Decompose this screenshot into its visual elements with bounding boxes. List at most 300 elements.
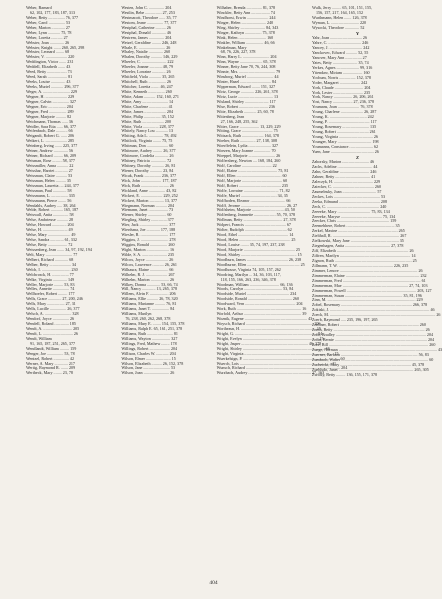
- index-entry: Young, K. .................................... 242: [311, 114, 374, 120]
- index-entry: Wells, Lucille ................ 26, 377: [26, 306, 80, 312]
- index-entry: Weddington, Victor ....... 231: [26, 59, 74, 65]
- index-entry: Wickert, Marion .............. 13, 377: [121, 197, 178, 203]
- index-entry: Work, Ruth ............................................................... 16: [216, 306, 307, 312]
- index-entry: Youmans, Joan ..................... 76, 378: [311, 104, 373, 110]
- index-entry: Wier, Jack ............................ 377: [121, 222, 176, 228]
- index-entry: Woodhouse, Virginia 74, 105, 157, 262: [216, 266, 281, 272]
- index-entry: Wentzel, Robert ............... 42: [26, 355, 74, 361]
- index-entry: Weissman, Paul ............. 58: [26, 187, 72, 193]
- index-entry: Whitcher, Loretta ........ 46, 247: [121, 84, 173, 89]
- index-entry: Welbert, Richard ............. 68: [26, 256, 74, 262]
- index-entry: Zoeth, Betty ......................................................................................... 26: [311, 327, 430, 333]
- index-entry: Wegner, Fred ................. 289: [26, 108, 74, 114]
- index-entry: White, Charlene .................. 41: [121, 103, 173, 109]
- index-entry: Woodward, Vern ................................................. 204: [216, 301, 303, 307]
- index-entry: Wiggins, Ronald ................. 260: [121, 242, 175, 247]
- index-entry: Wiegmann, Norman ........... 204: [121, 202, 175, 208]
- index-entry: Welles, Annette ................ 74: [26, 286, 75, 292]
- index-entry: Wurthmann, Helen ....... 126, 378: [311, 14, 367, 20]
- index-entry: Zerkel, Maxine .......................................................... 265: [311, 228, 405, 234]
- index-entry: Wickland, Anne ................ 43, 82: [121, 187, 177, 193]
- index-entry: Wenger, Joe ................ 53, 78: [26, 350, 75, 356]
- index-entry: York, Nancy .................. 26, 206, 261: [311, 94, 374, 100]
- index-entry: Weber, Carol ................ 53: [26, 19, 71, 25]
- index-entry: Weidler, Sara Etta ...... 66, 377: [26, 123, 77, 129]
- index-entry: Williams, Marianne .......... 76, 81: [121, 301, 177, 307]
- index-entry: Wolf, Ellen ............................................ 60: [216, 172, 287, 178]
- index-entry: Whaley, Natalie .............. 260: [121, 49, 171, 55]
- index-entry: Zeeeeke, Maryse ........................................ 75, 134: [311, 213, 396, 219]
- index-entry: Wilcox, Joyce ...................... 26: [121, 256, 174, 262]
- index-entry: Zuege, Norman ................................................................................................ 43: [311, 346, 442, 352]
- index-entry: Zillmann, T. W. ..................................................... 226, 235: [311, 262, 409, 268]
- index-entry: Zohr, Bradley ........................................................................................ 204: [311, 332, 434, 337]
- index-entry: Weber, Loretta ........... 27: [26, 34, 68, 40]
- index-entry: Westlin, Bebe ................ 27, 253: [121, 9, 175, 15]
- index-entry: Wight, Marion ...................... 16: [121, 246, 175, 252]
- index-entry: Wierdsma, Joe ............. 177, 188: [121, 227, 176, 233]
- index-entry: Wolfsheim, Marjorie ............................... 43, 50: [216, 207, 295, 213]
- index-entry: Winsborg, Muriel .......................... 44: [216, 74, 279, 80]
- index-entry: Woodburn, James ........................................ 26, 238: [216, 256, 302, 262]
- index-entry: Wells, Grace ............. 27, 200, 246: [26, 296, 83, 302]
- index-entry: Wurzbach, Audrey ............................................................. 27, 163: [216, 370, 325, 376]
- index-entry: Zeecker, Chris ................................................... 159: [311, 218, 397, 224]
- index-entry: Weikert, L. ..................... 285: [26, 138, 75, 144]
- index-entry: Yerkes, Agnes ...................... 99, 316: [311, 64, 373, 70]
- index-entry: Zobel, Rosemary ..................................................................... 266, 378: [311, 302, 428, 308]
- index-entry: Zuerner, Barbara ........................................................................... 56, 83: [311, 351, 429, 357]
- index-entry: Williams, Marilyn: [121, 311, 152, 317]
- index-entry: Whiting, Ada L. .............. 78, 492: [121, 133, 177, 139]
- index-entry: Wood, Shirley ...................................................... 15: [216, 251, 302, 257]
- index-entry: Wood, Helen .................................................. 25: [216, 237, 296, 243]
- index-entry: Winger, Helen ........................ 240: [216, 19, 274, 25]
- index-entry: Wing, Shirley ........................ 84, 343: [216, 24, 279, 30]
- index-entry: Weichmann, Thomas ...... 36: [26, 118, 73, 124]
- index-entry: Wolfenberg, Jeannette ..................... 55, 70, 378: [216, 212, 296, 218]
- index-entry: Westom, Jeane ................ 77, 377: [121, 19, 177, 25]
- index-entry: Weeks, Muriel ............ 296, 377: [26, 84, 79, 89]
- index-entry: White, Adam ........... 152, 160, 271: [121, 93, 179, 99]
- index-entry: White, Kenneth ................ 260: [121, 88, 172, 94]
- index-entry: Weed, Sarah ................... 81: [26, 74, 73, 80]
- index-entry: Wick, John .................... 177, 187: [121, 177, 177, 183]
- index-entry: Weber, Lynn ............ 75, 78: [26, 29, 72, 35]
- index-entry: Wright, Virginia ....................................................................................... 15: [216, 350, 339, 356]
- index-entry-continuation: 156, 157, 217, 164, 165, 152: [315, 9, 364, 15]
- index-entry: Zeeka, Edmund ........................................ 208: [311, 198, 388, 204]
- index-entry: Weber, Betty ................ 76, 377: [26, 14, 79, 20]
- index-entry: Wright, Jasper ................................................................. 46, 378: [216, 340, 322, 346]
- index-entry: Weifenbach, Dale ........... 66: [26, 128, 73, 134]
- index-entry: Yost, Nancy ................... 27, 236, 378: [311, 99, 374, 105]
- index-entry: White, James ..................... 204: [121, 108, 174, 114]
- index-entry: Wheeler, C. ........................ 222: [121, 59, 174, 65]
- index-entry: Young, Robert ............................... 261: [311, 129, 376, 134]
- index-entry: Zolin, Bernie .......................................................................................... 204: [311, 336, 435, 342]
- index-entry: Wellhoefer, Robert ......... 177: [26, 291, 75, 297]
- index-entry: Ziegenhagen, Anita ............................................ 27, 378: [311, 243, 404, 249]
- index-entry: Wisland, Shirley ....................... 117: [216, 98, 276, 104]
- index-entry: Zwicky, Betty ......... 136, 155, 171, 378: [311, 371, 378, 377]
- index-entry: Wolf, Marjorie ....................................... 60: [216, 177, 288, 183]
- index-entry: Wertheck, Mary ........ 23, 78: [26, 370, 73, 376]
- index-entry: White, Viola ............... 228, 377: [121, 123, 174, 129]
- index-entry: Will, Nancy ............. 13, 265, 378: [121, 286, 177, 292]
- index-entry: Wendell, Roland .............. 185: [26, 321, 76, 326]
- index-entry: Wollman, Betty ...................................... 27, 378: [216, 217, 296, 223]
- index-entry: Wright, Evelyn .......................................................................... 15: [216, 335, 324, 341]
- index-entry: Zaleczyk, H. ...................................... 229: [311, 178, 381, 184]
- index-entry: Welse, Ambrieuse ........... 28: [26, 217, 74, 223]
- index-entry: Wood, Marjorie .................................................. 25: [216, 246, 301, 252]
- index-entry: Wilson, Elizabeth .......... 26, 152, 378: [121, 360, 184, 366]
- index-entry: Wiegling, Shirley ............... 377: [121, 217, 174, 223]
- index-entry: Young, Rosemary .......................... 135: [311, 124, 377, 130]
- index-entry: Wiesler, R. ........................... 177: [121, 232, 176, 238]
- index-entry: Weinberg, Irving ....... 225, 377: [26, 143, 78, 149]
- index-entry: Wegner, Eric ................. 204: [26, 103, 73, 109]
- index-entry: Weeks, Louise .............. 43: [26, 79, 71, 85]
- index-entry: Wilcox, Lawrence ........... 26, 261: [121, 261, 177, 267]
- index-entry: Wink, Helen ........................... 160: [216, 34, 274, 40]
- index-entry: Westphal, Donald .............. 46: [121, 29, 172, 35]
- index-entry: Wright, Shirley ................................................................................ 66: [216, 345, 330, 351]
- index-entry: Weissman, Helen .......... 35: [26, 177, 71, 183]
- index-entry: Wulk, Jerry ......... 65, 101, 151, 155,: [311, 5, 373, 10]
- index-entry: Zaborsky, Marion .......................... 46: [311, 159, 375, 165]
- section-letter: Z: [355, 154, 360, 160]
- index-column-4: [311, 5, 442, 377]
- index-entry: Wilhaura, Elaine .................. 66: [121, 266, 174, 272]
- index-entry: Wick, Ruth ........................... 26: [121, 182, 174, 188]
- index-entry: Woodside, Ronald ........................................... 260: [216, 296, 299, 302]
- index-entry: Zoerb, Raymond ..... 235, 196, 197, 265: [311, 317, 378, 323]
- index-entry: Webster, Knight ....... 260, 265, 298: [26, 44, 85, 50]
- index-entry: Whitmore, Cordelia ............. 26: [121, 153, 174, 159]
- index-entry: Weissmiller, Anna ........... 22: [26, 163, 74, 168]
- index-entry: Yanckovec, Edward ........... 52, 55: [311, 50, 369, 55]
- index-entry: Ziffren, Marilyn ..................................................................... 14: [311, 253, 416, 258]
- index-entry: Wittenberg, Jean: [216, 113, 245, 119]
- index-entry: Wendahls, Audrey ..... 38, 264: [26, 202, 76, 208]
- index-entry: Wheeler, Joanne ............ 48, 79: [121, 64, 174, 70]
- index-entry: Whitmore, Audrey ......... 26, 377: [121, 148, 176, 154]
- index-entry: Young, Virginia ................................. 26: [311, 133, 378, 139]
- index-entry: Wipperman, Edward ........ 151, 327: [216, 84, 276, 89]
- index-entry: Williams, Janet T. ................. 84: [121, 306, 175, 312]
- index-entry: Younger, Mary ................................. 198: [311, 138, 379, 144]
- index-entry: Wuerch, Lois ......................................................................................... 41: [216, 360, 336, 366]
- index-entry: Wiemann, Janet ................... 73: [121, 207, 174, 213]
- index-entry: Webster, Joan .............. 26: [26, 39, 70, 45]
- index-entry: Westphal, Catherine .......... 26: [121, 24, 171, 30]
- index-entry: Zimmerman, Fred ............................................................................ 61: [311, 277, 426, 283]
- index-entry: Zumbach, Walter ..................................................................................... 60: [311, 356, 434, 362]
- index-entry: White, Ruth ..................... 200: [121, 118, 172, 124]
- index-entry: Wheeler, Lorraine ............. 26: [121, 69, 171, 75]
- index-entry: Weiner, Richard ......... 66, 209: [26, 153, 77, 159]
- index-entry: Weigandt, Robert G. ...... 206: [26, 133, 75, 139]
- index-entry: Whitman, Don ..................... 60: [121, 143, 174, 149]
- index-entry: Wood, Louise ........ 35, 74, 197, 237, 238: [216, 242, 285, 247]
- index-entry: Winnie, Mrs. ................................... 79: [216, 69, 281, 75]
- index-entry: Wolfhoden, Eleanor .................................. 66: [216, 197, 291, 203]
- index-entry: Williams, Wayton .................. 327: [121, 335, 178, 341]
- index-entry: Westen, John C. ............... 204: [121, 5, 172, 10]
- index-entry: Webster, V. ..................... 220: [26, 54, 75, 60]
- index-entry: Wilson, Elmer ........................ 15: [121, 355, 176, 361]
- index-entry-continuation: 68, 76, 226, 227, 378: [220, 49, 256, 55]
- index-entry: Wegner, H. ..................... 229: [26, 93, 75, 99]
- index-entry: Zaumelnsky, Joan ................................. 57: [311, 188, 382, 194]
- index-entry: Woodside, Muriel ......................................... 234: [216, 291, 297, 297]
- index-entry: Winkelman, Mary: [216, 44, 247, 50]
- index-entry-continuation: 76, 238, 260, 262, 268, 378: [125, 316, 171, 322]
- index-entry: Zokiski, J. ................................................................................................. 46: [311, 307, 435, 313]
- index-entry: Wolpert, Francis ........................................ 67: [216, 222, 291, 228]
- index-entry: Winter, Hazel .............................. 84: [216, 79, 277, 85]
- index-entry: Woodring, Marilyn ... 34, 36, 103, 117,: [216, 271, 281, 277]
- index-entry: Witte, Elizabeth ............ 25, 60, 78: [216, 108, 274, 114]
- index-entry: Woznik, Eugene ............................................................. 43: [216, 316, 313, 322]
- index-entry: Woerffelein, Lydia ...................... 327: [216, 143, 279, 149]
- index-entry: Wyman, L. ........................... 220: [311, 19, 367, 25]
- index-entry: Wilson, Jane .......................... 53: [121, 365, 176, 371]
- index-entry: Zielthall, R. ................................................................. 267: [311, 233, 407, 239]
- index-entry: Whitely, Nancy Lou ............ 13: [121, 128, 174, 134]
- index-entry: Whitchell, Ruth ................. 26: [121, 79, 172, 85]
- index-entry: Wittsack, Ruth ..................... 164, 378: [216, 133, 279, 139]
- index-entry: Zimmerman, Elaine ........................................................................ 232: [311, 272, 427, 278]
- index-entry: Welch, I. ............................ 230: [26, 266, 78, 272]
- index-entry: Zimmer, Lenore ............................................................................ 26: [311, 267, 423, 273]
- index-entry: Yahre, C. ................................ 246: [311, 40, 369, 46]
- index-entry: Winckler, Betty Ann .................. 74: [216, 9, 275, 15]
- index-entry: Westmacott, Theodore ...... 35, 77: [121, 14, 177, 20]
- index-entry: Witter, Grace ................... 13, 229, 229: [216, 123, 281, 129]
- index-entry: White, Philip ................ 35, 152: [121, 113, 174, 119]
- index-entry: Winkler, William ................. 46, 66: [216, 39, 275, 45]
- index-entry: Wolfersberg, Newton .... 168, 184, 260: [216, 158, 281, 164]
- index-entry: Wise, Robert ............................ 236: [216, 103, 275, 109]
- index-entry: Wilhaber, Brenda ............... 81, 378: [216, 5, 276, 10]
- index-entry: Wortheasn, H. ......................................................................... 15: [216, 325, 321, 331]
- index-entry: Weissman, Claire ........... 53: [26, 172, 73, 178]
- index-entry: Welse, Sandra ............. 61, 332: [26, 237, 77, 243]
- index-entry: Welse, Betty ................... 72: [26, 242, 73, 247]
- index-entry: Wilson, Joan ......................... 26: [121, 370, 175, 376]
- index-entry: Willison, Charles W. ............ 204: [121, 350, 176, 356]
- index-entry: Wegner, Calvin ................ 327: [26, 98, 76, 104]
- index-entry: Wolf, Elaine ...................................... 75, 81: [216, 167, 289, 173]
- index-entry: Weiswall, Anita ............... 58: [26, 212, 74, 218]
- index-entry: Wysocki, Theodore .............. 52: [311, 24, 365, 30]
- index-entry: Weissenberg, Jean ....... 34, 97, 192, 194: [26, 246, 92, 252]
- index-entry: Wicak, Frank ................ 236, 377: [121, 172, 177, 178]
- index-entry: Whitney, Patricia ............... 72: [121, 158, 172, 164]
- index-entry: Yanover, Mary Ann ................ 27: [311, 54, 367, 60]
- index-entry: Yoder, Margaret .................... 242: [311, 79, 368, 85]
- index-entry: Yates, Betty ........................ 35, 74: [311, 59, 369, 65]
- index-entry: Wolfe, Muriel ................................... 34, 35: [216, 192, 288, 198]
- index-entry: Zeckes, Lois ............................................. 53: [311, 193, 386, 199]
- index-entry: Willings, Robert .................... 204: [121, 345, 178, 351]
- index-entry: Wolf, Caroline ............................. 22: [216, 163, 277, 168]
- index-entry: Young, Charlene ...................... 26, 287: [311, 109, 377, 115]
- index-entry: Weber, Marion ............. 27: [26, 24, 70, 30]
- index-entry-continuation: 27, 166, 248, 255, 362: [220, 118, 258, 124]
- index-entry: Winn, Harry L. .......................... 204: [216, 54, 277, 60]
- index-entry: Wiggins, J. ........................... 278: [121, 237, 176, 243]
- index-entry: Welber, Betty ..................... 34: [26, 261, 77, 267]
- index-entry: Williams, Ralph E. 65, 161, 251, 378: [121, 325, 183, 331]
- index-column-2: [121, 6, 212, 377]
- index-entry: Winger, Kathryn ................ 75, 378: [216, 29, 275, 35]
- index-entry: Ziff, Elizabeth ...................................................................... 26: [311, 248, 414, 254]
- index-entry: Westrem, James ............... 204: [121, 34, 172, 40]
- index-entry: Weller, Marjorie ......... 53, 83: [26, 281, 75, 287]
- index-entry: York, Claude ............................ 204: [311, 84, 371, 90]
- index-entry: Wood, Ethel ................................................. 14: [216, 232, 294, 238]
- index-entry: Zoeck, M. ....................................................................................................... 26: [311, 312, 441, 318]
- index-entry: Welsch, A. .......................... 328: [26, 311, 79, 317]
- index-entry-continuation: 62, 102, 177, 183, 187, 313: [30, 9, 76, 15]
- index-entry: Woods, Carolyn ..................................... 53, 84: [216, 286, 294, 292]
- index-entry: Wilhelm, Marion .................. 26: [121, 276, 175, 282]
- index-entry: Zignon, Ruth ........................................................................... 25: [311, 257, 417, 263]
- index-entry: Witting, Grace .............................. 75: [216, 128, 278, 134]
- index-entry: Wendt, L. ............................. 26: [26, 330, 78, 336]
- index-entry: White, Amy ......................... 14: [121, 98, 174, 104]
- index-entry: Webster, Leonard ........ 68: [26, 49, 70, 55]
- index-entry: Zoellner, Robert ............................................................................. 260: [311, 322, 426, 328]
- index-entry: Willens, Alvin F. .................. 206: [121, 291, 176, 297]
- index-entry: Whitfield, Viola ............ 35, 265: [121, 74, 175, 80]
- index-entry: Welt, Mary .......................... 77: [26, 251, 78, 257]
- index-entry: Welde, Robert ............ 165, 187: [26, 207, 79, 213]
- index-entry: Welse, Mary ...................... 49: [26, 232, 76, 238]
- index-entry: Wilkey, Donna ............. 53, 66, 74: [121, 281, 178, 287]
- index-entry: Zachs, Adeline .................................. 44: [311, 164, 378, 170]
- index-entry: Zielkowski, Mary Jane ............................................... 35: [311, 238, 404, 244]
- index-entry: Wolf, Robert ......................................... 235: [216, 182, 289, 188]
- index-entry: Werner, A. Mary ............. 217: [26, 360, 75, 366]
- index-entry: Wegner, Marjorie .......... 82: [26, 113, 72, 119]
- index-entry: Zinn, M. ...................................................................................... 229: [311, 297, 423, 303]
- index-entry: Wunsch, Richard ............................................................................................ 204: [216, 365, 348, 371]
- index-entry: Zeemebhere, Robert ............................................... 35: [311, 223, 400, 229]
- index-entry: Zore, Bill ................................................................................................. 260: [311, 341, 436, 347]
- index-entry: Whalen, Dorothy ........... 146, 229: [121, 54, 178, 60]
- index-entry: Weisshar, Harriet ............ 27: [26, 167, 73, 173]
- index-entry: Youmanns, Constance ....................... 62: [311, 143, 379, 149]
- index-entry: Welse, Howard .............. 204: [26, 222, 74, 228]
- index-entry: Winn, Wayne ...................... 65, 378: [216, 59, 276, 65]
- index-entry: Wolfe, Lorraine .................................. 71, 82: [216, 187, 290, 193]
- index-entry: Wendt, William: [26, 335, 52, 341]
- index-entry-continuation: 118, 155, 166, 263, 236, 346, 378: [220, 276, 276, 282]
- index-entry: Zaiecker, C. ........................................ 260: [311, 183, 382, 189]
- index-entry: Zimmerman, Mae ................................................................ 27, 74, 103: [311, 282, 428, 288]
- index-entry: Weiner, Andrew .............. 56: [26, 148, 74, 154]
- index-entry: Woodburne, Ellen ................................................... 25: [216, 261, 305, 267]
- index-entry: Woodman, William ............................. 66, 136: [216, 281, 293, 287]
- index-entry: Woezen, Mary Joanne ................ 70: [216, 148, 276, 154]
- index-entry: Weisman, Rose ......... 58, 377: [26, 158, 75, 164]
- index-entry: Whitlock, Virginia ........ 75, 75: [121, 138, 173, 144]
- index-entry: Zahn, Geraldine ............................. 246: [311, 169, 377, 175]
- index-entry: Wendt, A. ............................ 205: [26, 325, 80, 331]
- index-entry: Weber, Barnard: [26, 5, 52, 10]
- index-entry: Wendorf, Joyce ................ 26: [26, 316, 75, 322]
- index-entry: Zeeeeke, Mary ................................ 75, 83, 134: [311, 208, 390, 214]
- index-entry: Whitney, Dorothy ............ 26, 81: [121, 163, 176, 168]
- index-entry: Woeppel, Marjorie .......................... 26: [216, 153, 281, 159]
- index-entry: Weddell, Elizabeth ....... 43: [26, 64, 71, 70]
- section-letter: Y: [355, 30, 360, 36]
- index-entry: Wilde, S. A. ........................ 235: [121, 251, 175, 257]
- index-entry: Welke, Virginia .............. 149: [26, 276, 75, 282]
- index-entry: Welse, H. ........................ 49: [26, 227, 73, 233]
- index-columns: [26, 5, 442, 377]
- index-entry: Weissmann, L. ................ 335: [26, 192, 75, 198]
- index-entry: Wilhelm, R. J. ..................... 267: [121, 271, 175, 277]
- index-entry: York, Lester ............................. 235: [311, 89, 371, 95]
- index-entry: Wertig, Raymond R. ....... 209: [26, 365, 76, 371]
- index-entry: Wiener, Dorothy ............ 23, 84: [121, 167, 174, 173]
- index-entry: Zucheicki, Mary ..................................................................... 45, 378: [311, 361, 425, 367]
- index-entry: Wells, Mary ................. 27, 31: [26, 301, 76, 307]
- index-entry: Winner, Betty Jane 70, 76, 244, 308: [216, 64, 276, 70]
- index-entry: Zuehlsdo, Janet ......................................................................... 265, 305: [311, 366, 429, 372]
- index-entry: Yochum, Norris ................ 152, 378: [311, 74, 371, 80]
- index-entry: Wiener, Shirley .................. 60: [121, 212, 172, 218]
- index-entry: Welchrosck, H. ................ 77: [26, 271, 74, 277]
- index-entry: Wendlandt, William ......... 159: [26, 345, 77, 351]
- index-entry: Yttendaw, Miriam ................... 160: [311, 69, 370, 75]
- index-entry: Weissman, Lauretta .... 244, 377: [26, 182, 79, 188]
- index-entry: Zech, C. ................................................... 240: [311, 203, 387, 209]
- index-entry: Worfold, Arthur ........................................................ 39: [216, 311, 307, 317]
- index-entry: Wright, G. ................................................................................ 84: [216, 330, 323, 336]
- index-entry: Williams, Ruth ......................... 81: [121, 330, 178, 336]
- index-entry: Weger, A. .......................... 229: [26, 88, 78, 94]
- index-entry: Wuerkelsign, P. .............................................................................................. 60: [216, 355, 345, 361]
- index-entry: Wolff, Jerome ............................................ 26, 27: [216, 202, 298, 208]
- index-entry: Zimmerman, Powell .................................................................... 203, 127: [311, 287, 432, 293]
- index-entry: Wolter, Rudolph ......................................... 62: [216, 227, 292, 233]
- index-entry: Zimmerman, Susan ........................................................ 35, 81, 196: [311, 292, 422, 298]
- index-entry: Whale, E. .......................... 26: [121, 44, 171, 50]
- index-entry: Williams, Ellie ........... 26, 78, 320: [121, 296, 178, 302]
- index-entry: Woeher, Ruth ............... 27, 138, 308: [216, 138, 277, 144]
- index-entry: Weissmann, Pierce ........ 56: [26, 197, 72, 203]
- index-entry: Zahner, Betty .................................. 41: [311, 174, 376, 179]
- index-entry: Wickert, E. ..................... 229, 252: [121, 192, 178, 198]
- index-entry: Woysch, Richard .................................................................. 206: [216, 321, 321, 326]
- index-entry: Weed, Betty ................... 73: [26, 69, 72, 75]
- index-entry: Yahr, Joan ............................... 26: [311, 35, 368, 41]
- index-entry: Wirtz, George ............. 226, 261, 378: [216, 88, 278, 94]
- index-entry-continuation: 91, 165, 187, 251, 265, 377: [30, 340, 76, 346]
- index-entry: Young, P. ........................................ 117: [311, 119, 377, 125]
- index-entry: Wirtz, Lucie .................................. 13: [216, 93, 279, 99]
- index-entry: Yancey, J. ................................ 242: [311, 45, 370, 51]
- index-entry: Windhorst, Erwin ..................... 244: [216, 14, 276, 20]
- page-number: 404: [209, 580, 218, 586]
